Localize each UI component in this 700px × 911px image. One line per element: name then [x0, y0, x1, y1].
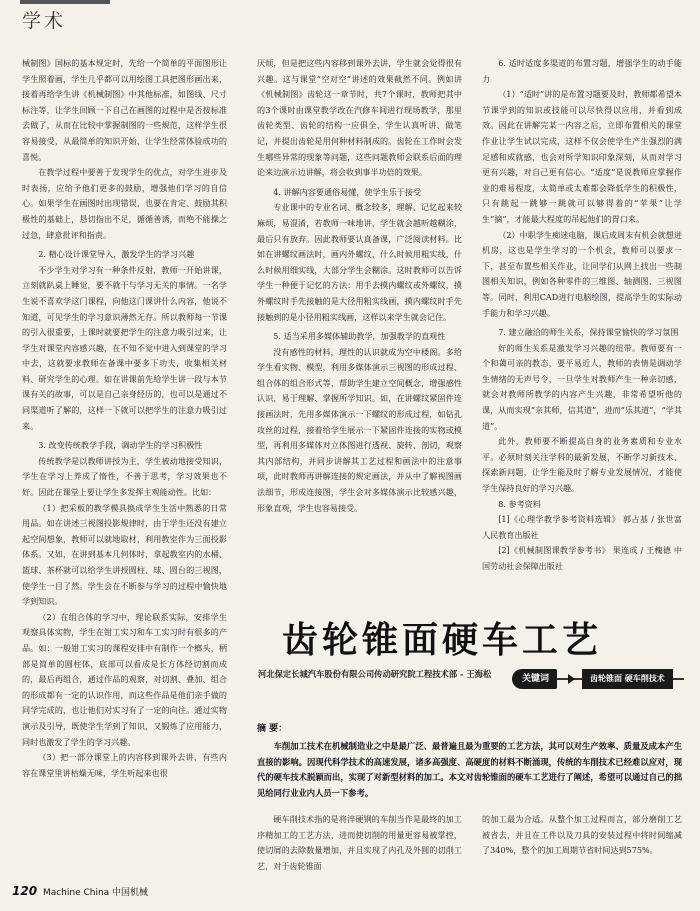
paragraph: 专业课中的专业名词、概念较多，理解、记忆起来较麻烦，易混淆，若教师一味地讲，学生就会越听越糊涂，最后只有放弃。因此教师要认真备课，广泛阅读材料。比如在讲螺纹画法时，画内外螺纹，什么时候用粗实线，什么时候用细实线，大部分学生会糊涂。这时教师可以告诉学生一种便于记忆的方法：用手去摸内螺纹或外螺纹，摸外螺纹时手先接触的是大径用粗实线画，摸内螺纹时手先接触到的是小径用粗实线画，这样以来学生就会记住。 [257, 202, 462, 322]
abstract-label: 摘 要： [257, 724, 288, 734]
keywords-bar [512, 669, 684, 689]
paragraph: （3）把一部分课堂上的内容移到课外去讲，有些内容在课堂里讲枯燥无味，学生听起来也很 [22, 752, 227, 778]
section-title: 学术 [22, 10, 67, 32]
section-heading: 5. 适当采用多媒体辅助教学，加强教学的直观性 [273, 331, 446, 342]
paragraph: （1）把采板的教学模具换成学生生活中熟悉的日常用品。如在讲述三视图投影规律时，由于学生还没有建立起空间想象，教师可以就地取材，利用教室作为三面投影体系。又如，在讲到基本几何体时，拿起教室内的水桶、篮球、茶杯就可以给学生讲授圆柱、球、圆台的三视图，使学生一目了然。学生会在不断参与学习的过程中愉快地学到知识。 [22, 502, 227, 607]
article-column-1 [22, 56, 227, 872]
paragraph: 此外，教师要不断提高自身的业务素质和专业水平。必须时刻关注学科的最新发展，不断学习新技术、探索新问题，让学生能及时了解专业发展情况，才能使学生保持良好的学习兴趣。 [482, 436, 682, 494]
section-heading: 2. 精心设计课堂导入，激发学生的学习兴趣 [38, 249, 195, 260]
arrow-right-icon [568, 674, 575, 684]
article-column-2 [257, 56, 462, 618]
paragraph: 传统教学是以教师讲授为主，学生被动地接受知识，学生在学习上养成了惰性，不善于思考，学习效果也不好。因此在课堂上要让学生多发挥主观能动性。比如： [22, 455, 227, 498]
abstract [257, 722, 682, 801]
abstract-text: 车削加工技术在机械制造业之中是最广泛、最普遍且最为重要的工艺方法，其可以对生产效率、质量及成本产生直接的影响。因现代科学技术的高速发展，诸多高强度、高硬度的材料不断涌现，传统的车削技术已经难以应对，现代的硬车技术脱颖而出，实现了对新型材料的加工。本文对齿轮锥面的硬车工艺进行了阐述，希望可以通过自己的拙见给同行业业内人员一下参考。 [257, 741, 682, 798]
paragraph: 没有感性的材料，理性的认识就成为空中楼阁。多给学生看实物、模型，利用多媒体演示三视图的形成过程、组合体的组合形式等，帮助学生建立空间概念，增强感性认识，易于理解、掌握所学知识。如，在讲螺纹紧固件连接画法时，先用多媒体演示一下螺纹的形成过程，如钻孔攻丝的过程，接着给学生展示一下紧固件连接的实物或模型，再利用多媒体对立体图进行透视、旋转、剖切，观察其内部结构，并同步讲解其工艺过程和画法中的注意事项，此时教师再讲解连接的规定画法，并从中了解视图画法细节，形成连接图，学生会对多媒体演示比较感兴趣，形象直观，学生也容易接受。 [257, 346, 462, 513]
paragraph: 厌烦，但是把这些内容移到课外去讲，学生就会觉得很有兴趣。这与课堂“空对空”讲述的效果截然不同。例如讲《机械制图》齿轮这一章节时，共7个课时，教师把其中的3个课时由课堂教学改在汽修车间进行现场教学，那里齿轮类型、齿轮的结构一应俱全，学生认真听讲、做笔记，并提出齿轮是用何种材料制成的。齿轮在工作时会发生哪些异常的现象等问题，这些问题教师会联系后面的理论来边演示边讲解，将会收到事半功倍的效果。 [257, 58, 462, 178]
article-column-3 [482, 56, 682, 604]
paragraph: 好的师生关系是激发学习兴趣的纽带。教师要有一个和蔼可亲的教态，要平易近人，教师的表情是调动学生情绪的无声号令，一旦学生对教师产生一种亲切感，就会对教师所教学的内容产生兴趣，非常希望听他的课，从而实现“亲其师，信其道”，进而“乐其道”，“学其道”。 [482, 342, 682, 431]
paragraph: 在教学过程中要善于发现学生的优点，对学生进步及时表扬，应给予他们更多的鼓励，增强他们学习的自信心。如果学生在画图时出现错误，也要在肯定、鼓励其积极性的基础上，恳切指出不足，循循善诱，而绝不能操之过急，肆意批评和指责。 [22, 167, 227, 240]
section-heading: 8. 参考资料 [498, 498, 541, 509]
paragraph: 不少学生对学习有一种条件反射，教师一开始讲课，立刻就趴桌上睡觉，要不就干与学习无关的事情。一名学生说不喜欢学这门课程，向他这门课讲什么内容，他说不知道，可见学生的学习意识薄然无存。所以教师每一节课的引入很重要，上课时就要把学生的注意力吸引过来，让学生对课堂内容感兴趣，在不知不觉中进入到课堂的学习中去，这就要求教师在备课中要多下功夫，收集相关材料、研究学生的心理。如在讲课前先给学生讲一段与本节课有关的故事，可以是自己亲身经历的，也可以是通过不同渠道听了解的，这样一下就可以把学生的注意力吸引过来。 [22, 264, 227, 431]
section-heading: 4. 讲解内容要通俗易懂，使学生乐于接受 [273, 186, 422, 197]
paragraph: （2）中职学生痴迷电脑，课后成周末有机会就想进机房，这也是学生学习的一个机会，教师可以要求一下，甚至布置些相关作业，让同学们从网上找出一些制图相关知识，例如各种零件的三维图、轴测图、三视图等。同时，利用CAD进行电脑绘图，提高学生的实际动手能力和学习兴趣。 [482, 229, 682, 318]
article-title: 齿轮锥面硬车工艺 [282, 620, 603, 661]
section-heading: 7. 建立融洽的师生关系，保持课堂愉快的学习氛围 [498, 327, 679, 338]
reference-item: [1]《心理学教学参考资料选辑》 郭占基 / 张世富 人民教育出版社 [482, 514, 682, 540]
paragraph: （2）在组合体的学习中，理论联系实际，安排学生观察具体实物，学生在钳工实习和车工实习时有很多的产品。如：一般钳工实习的课程安排中有制作一个榔头，柄部是简单的圆柱体，底部可以看成是长方体经切割而成的，最后再组合，通过作品的观察，对切割、叠加、组合的形成都有一定的认识作用，而这些作品是他们亲手做的同学完成的，也让他们对实习有了一定的向往。通过实物演示及引导，既使学生学到了知识，又锻炼了应用能力，同时也激发了学生的学习兴趣。 [22, 611, 227, 747]
section-heading: 6. 适时适度多渠道的布置习题，增强学生的动手能力 [482, 58, 682, 84]
header-bar [20, 0, 110, 4]
article-body-left [257, 812, 462, 874]
paragraph: 械制图》国标的基本规定时，先给一个简单的平面图形让学生照着画，学生几乎都可以用绘图工具把图形画出来，接着再给学生讲《机械制图》中其他标准，如图线、尺寸标注等，让学生回顾一下自己在画图的过程中是否按标准去做了，从而在比较中掌握制图的一些规范，这样学生很容易接受，从最简单的知识开始，让学生经常体验成功的喜悦。 [22, 58, 227, 162]
paragraph: （1）“适时”讲的是布置习题要及时，教师都希望本节课学到的知识或技能可以尽快得以应用，并看到成效。因此在讲解完某一内容之后，立即布置相关的课堂作业让学生试以完成，这样不仅会使学生产生强烈的满足感和成就感，也会对所学知识印象深刻，从而对学习更有兴趣，对自己更有信心。“适度”是说教师应掌握作业的难易程度，太简单或太难都会降低学生的积极性，只有跳起一跳够一跳就可以够得着的“苹果”让学生“摘”，才能最大程度的吊起他们的胃口来。 [482, 89, 682, 224]
article-body-right [482, 812, 682, 874]
paragraph: 的加工最为合适。从整个加工过程而言，部分磨削工艺被省去，并且在工件以及刀具的安装过程中将时间缩减了340%，整个的加工周期节省时间达到575%。 [482, 814, 682, 856]
author-byline: 河北保定长城汽车股份有限公司传动研究院工程技术部 - 王海松 [258, 669, 492, 679]
paragraph: 硬车削技术指的是将淬硬钢的车削当作是最终的加工序精加工的工艺方法，进而使切削的用量更容易被掌控，使切屑的去除数量增加，并且实现了内孔及外圆的切削工艺，对于齿轮锥面 [257, 814, 462, 871]
keywords-label: 关键词 [512, 669, 557, 689]
section-heading: 3. 改变传统教学手段，调动学生的学习积极性 [38, 440, 203, 451]
keywords-text: 齿轮锥面 硬车削技术 [582, 669, 673, 689]
page-number: 120 [12, 884, 38, 898]
magazine-name: Machine China 中国机械 [42, 888, 149, 898]
reference-item: [2]《机械制图课教学参考书》 果连成 / 王槐德 中国劳动社会保障出版社 [482, 545, 682, 571]
page-footer [12, 884, 148, 898]
